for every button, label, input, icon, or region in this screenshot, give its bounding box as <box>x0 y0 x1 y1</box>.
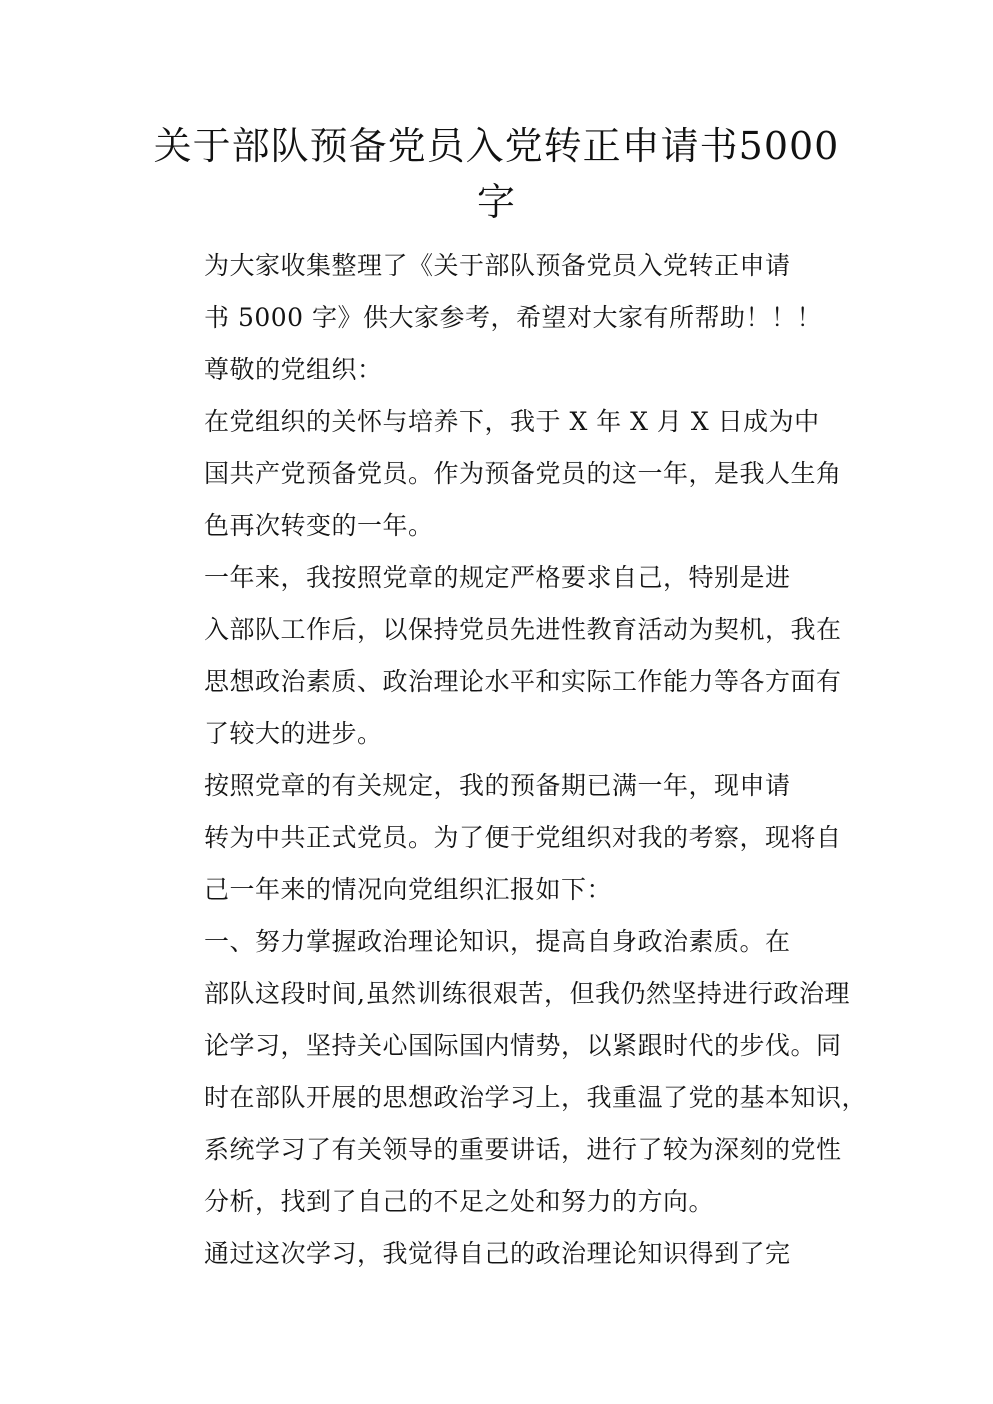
title-line: 关于部队预备党员入党转正申请书5000 <box>153 124 840 168</box>
text-line: 一年来，我按照党章的规定严格要求自己，特别是进 <box>204 563 791 592</box>
text-line: 系统学习了有关领导的重要讲话，进行了较为深刻的党性 <box>204 1135 842 1164</box>
text-line: 入部队工作后，以保持党员先进性教育活动为契机，我在 <box>204 615 842 644</box>
text-line: 部队这段时间,虽然训练很艰苦，但我仍然坚持进行政治理 <box>204 979 850 1008</box>
text-line: 时在部队开展的思想政治学习上，我重温了党的基本知识， <box>204 1083 868 1112</box>
document-title <box>140 118 853 230</box>
text-line: 转为中共正式党员。为了便于党组织对我的考察，现将自 <box>204 823 842 852</box>
body-paragraph <box>152 916 868 1228</box>
text-line: 一、努力掌握政治理论知识，提高自身政治素质。在 <box>204 927 791 956</box>
text-line: 国共产党预备党员。作为预备党员的这一年，是我人生角 <box>204 459 842 488</box>
body-paragraph <box>152 760 842 916</box>
text-line: 尊敬的党组织： <box>204 355 383 384</box>
text-line: 思想政治素质、政治理论水平和实际工作能力等各方面有 <box>204 667 842 696</box>
text-line: 通过这次学习，我觉得自己的政治理论知识得到了完 <box>204 1239 791 1268</box>
body-paragraph <box>152 552 842 760</box>
text-line: 了较大的进步。 <box>204 719 383 748</box>
body-paragraph <box>152 1228 842 1280</box>
body-paragraph <box>152 396 842 552</box>
intro-paragraph <box>152 240 842 344</box>
text-line: 己一年来的情况向党组织汇报如下： <box>204 875 613 904</box>
text-line: 色再次转变的一年。 <box>204 511 434 540</box>
text-line: 分析，找到了自己的不足之处和努力的方向。 <box>204 1187 715 1216</box>
title-line: 字 <box>476 180 516 224</box>
salutation <box>152 344 842 396</box>
text-line: 书 5000 字》供大家参考，希望对大家有所帮助！！！ <box>204 303 823 332</box>
text-line: 按照党章的有关规定，我的预备期已满一年，现申请 <box>204 771 791 800</box>
text-line: 论学习，坚持关心国际国内情势，以紧跟时代的步伐。同 <box>204 1031 842 1060</box>
document-body <box>152 240 868 1280</box>
text-line: 在党组织的关怀与培养下，我于 X 年 X 月 X 日成为中 <box>204 407 820 436</box>
text-line: 为大家收集整理了《关于部队预备党员入党转正申请 <box>204 251 791 280</box>
